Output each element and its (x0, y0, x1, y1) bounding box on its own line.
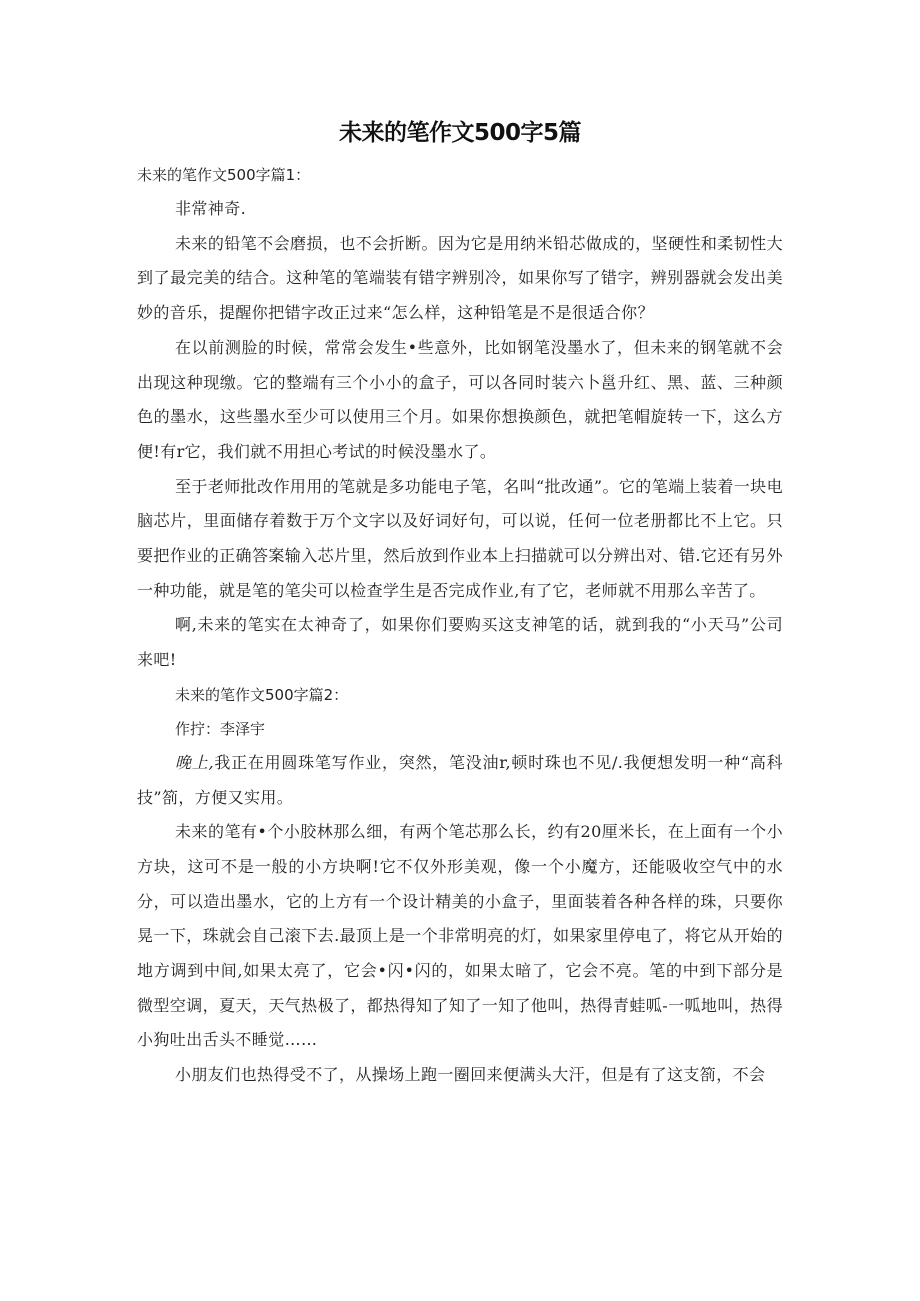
paragraph: 小朋友们也热得受不了，从操场上跑一圈回来便满头大汗，但是有了这支箚，不会 (175, 1065, 766, 1085)
paragraph: 啊,未来的笔实在太神奇了，如果你们要购买这支神笔的话，就到我的“小天马”公司来吧! (137, 615, 783, 670)
paragraph: 未来的铅笔不会磨损，也不会折断。因为它是用纳米铅芯做成的，坚硬性和柔韧性大到了最完美的结合。这种笔的笔端装有错字辨别冷，如果你写了错字，辨别器就会发出美妙的音乐，提醒你把错字改正过来“怎么样，这种铅笔是不是很适合你？ (137, 233, 783, 323)
paragraph: 未来的笔有•个小胶林那么细，有两个笔芯那么长，约有20厘米长，在上面有一个小方块，这可不是一般的小方块啊!它不仅外形美观，像一个小魔方，还能吸收空气中的水分，可以造出墨水，它的上方有一个设计精美的小盒子，里面装着各种各样的珠，只要你晃一下，珠就会自己滚下去.最顶上是一个非常明亮的灯，如果家里停电了，将它从开始的地方调到中间,如果太亮了，它会•闪•闪的，如果太暗了，它会不亮。笔的中到下部分是微型空调，夏天，天气热极了，都热得知了知了一知了他叫，热得青蛙呱-一呱地叫，热得小狗吐出舌头不睡觉…… (137, 822, 783, 1050)
paragraph-rest: 我正在用圆珠笔写作业，突然，笔没油r,顿时珠也不见/.我便想发明一种“高科技”箚，方便又实用。 (137, 752, 783, 807)
paragraph (137, 746, 783, 815)
document-body (137, 158, 783, 1093)
paragraph: 至于老师批改作用用的笔就是多功能电子笔，名叫“批改通”。它的笔端上装着一块电脑芯片，里面储存着数于万个文字以及好词好句，可以说，任何一位老册都比不上它。只要把作业的正确答案输入芯片里，然后放到作业本上扫描就可以分辨出对、错.它还有另外一种功能，就是笔的笔尖可以检查学生是否完成作业,有了它，老师就不用那么辛苦了。 (137, 476, 783, 600)
paragraph: 非常神奇. (175, 199, 247, 218)
section-heading-2: 未来的笔作文500字篇2： (175, 685, 349, 704)
paragraph-lead: 晚上, (175, 752, 215, 772)
paragraph: 在以前测脸的时候，常常会发生•些意外，比如钢笔没墨水了，但未来的钢笔就不会出现这种现缴。它的整端有三个小小的盒子，可以各同时装六卜邕升红、黑、蓝、三种颜色的墨水，这些墨水至少可以使用三个月。如果你想换颜色，就把笔帽旋转一下，这么方便!有r它，我们就不用担心考试的时候没墨水了。 (137, 337, 783, 461)
author-line: 作拧：李泽宇 (175, 719, 266, 738)
section-heading-1: 未来的笔作文500字篇1： (137, 166, 311, 184)
document-title: 未来的笔作文500字5篇 (338, 120, 581, 146)
